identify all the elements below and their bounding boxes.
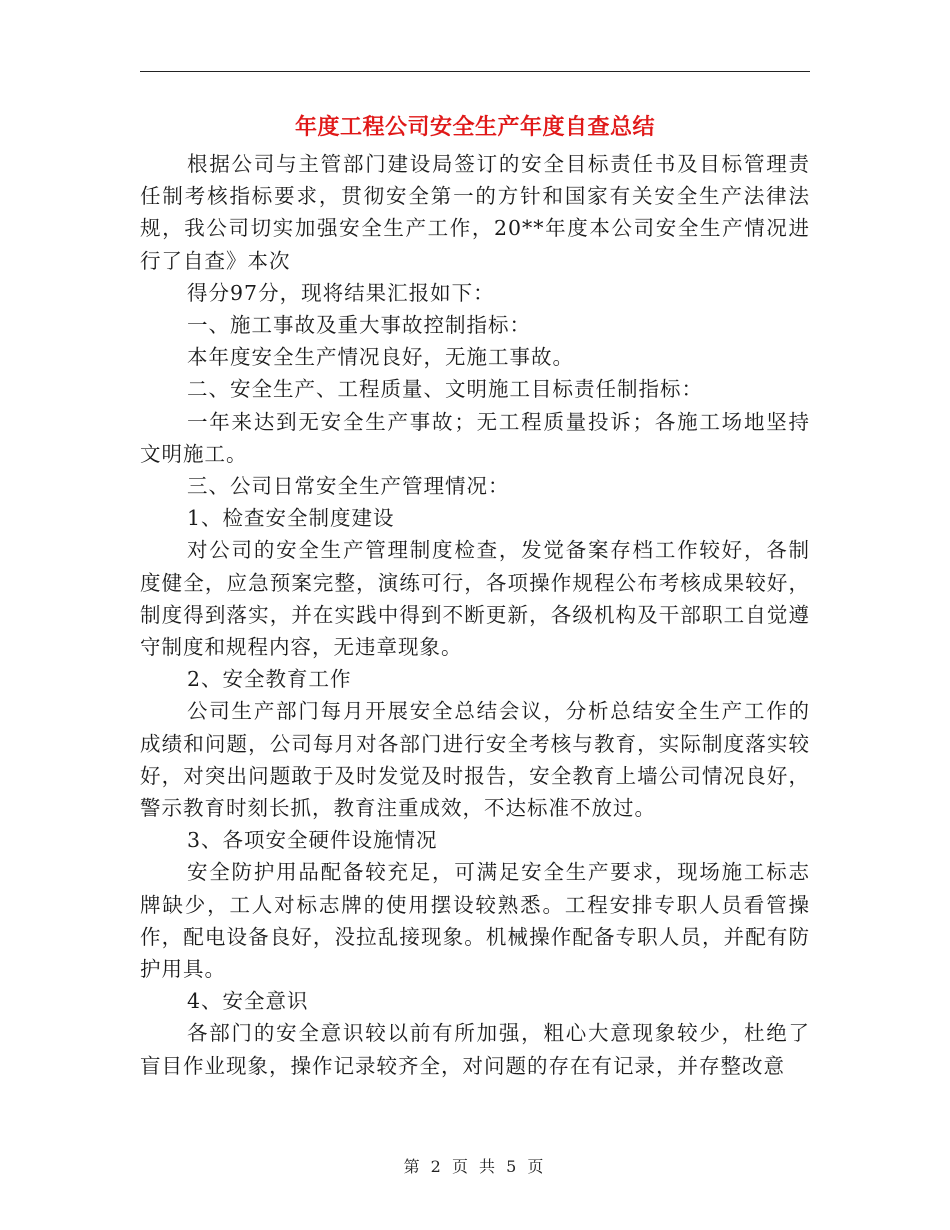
subsection-heading: 4、安全意识: [187, 989, 309, 1014]
paragraph-intro: 根据公司与主管部门建设局签订的安全目标责任书及目标管理责任制考核指标要求，贯彻安全第一的方针和国家有关安全生产法律法规，我公司切实加强安全生产工作，20**年度本公司安全生产情况进行了自查》本次: [140, 152, 810, 273]
header-rule: [140, 71, 810, 72]
paragraph: 各部门的安全意识较以前有所加强，粗心大意现象较少，杜绝了盲目作业现象，操作记录较齐全，对问题的存在有记录，并存整改意: [140, 1021, 810, 1078]
paragraph: 本年度安全生产情况良好，无施工事故。: [187, 345, 574, 370]
subsection-heading: 3、各项安全硬件设施情况: [187, 828, 438, 853]
section-heading-1: 一、施工事故及重大事故控制指标：: [187, 313, 531, 338]
document-title: 年度工程公司安全生产年度自查总结: [294, 115, 655, 140]
document-body: [140, 148, 810, 1082]
paragraph: 公司生产部门每月开展安全总结会议，分析总结安全生产工作的成绩和问题，公司每月对各部门进行安全考核与教育，实际制度落实较好，对突出问题敢于及时发觉及时报告，安全教育上墙公司情况良好，警示教育时刻长抓，教育注重成效，不达标准不放过。: [140, 699, 810, 821]
paragraph: 一年来达到无安全生产事故；无工程质量投诉；各施工场地坚持文明施工。: [140, 409, 810, 466]
subsection-heading: 2、安全教育工作: [187, 667, 352, 692]
section-heading-2: 二、安全生产、工程质量、文明施工目标责任制指标：: [187, 377, 703, 402]
paragraph: 安全防护用品配备较充足，可满足安全生产要求，现场施工标志牌缺少，工人对标志牌的使用摆设较熟悉。工程安排专职人员看管操作，配电设备良好，没拉乱接现象。机械操作配备专职人员，并配有防护用具。: [140, 860, 810, 982]
page-footer: 第 2 页 共 5 页: [403, 1157, 547, 1176]
section-heading-3: 三、公司日常安全生产管理情况：: [187, 474, 510, 499]
subsection-heading: 1、检查安全制度建设: [187, 506, 395, 531]
paragraph-score: 得分97分，现将结果汇报如下：: [187, 280, 495, 305]
paragraph: 对公司的安全生产管理制度检查，发觉备案存档工作较好，各制度健全，应急预案完整，演练可行，各项操作规程公布考核成果较好，制度得到落实，并在实践中得到不断更新，各级机构及干部职工自觉遵守制度和规程内容，无违章现象。: [140, 538, 810, 660]
